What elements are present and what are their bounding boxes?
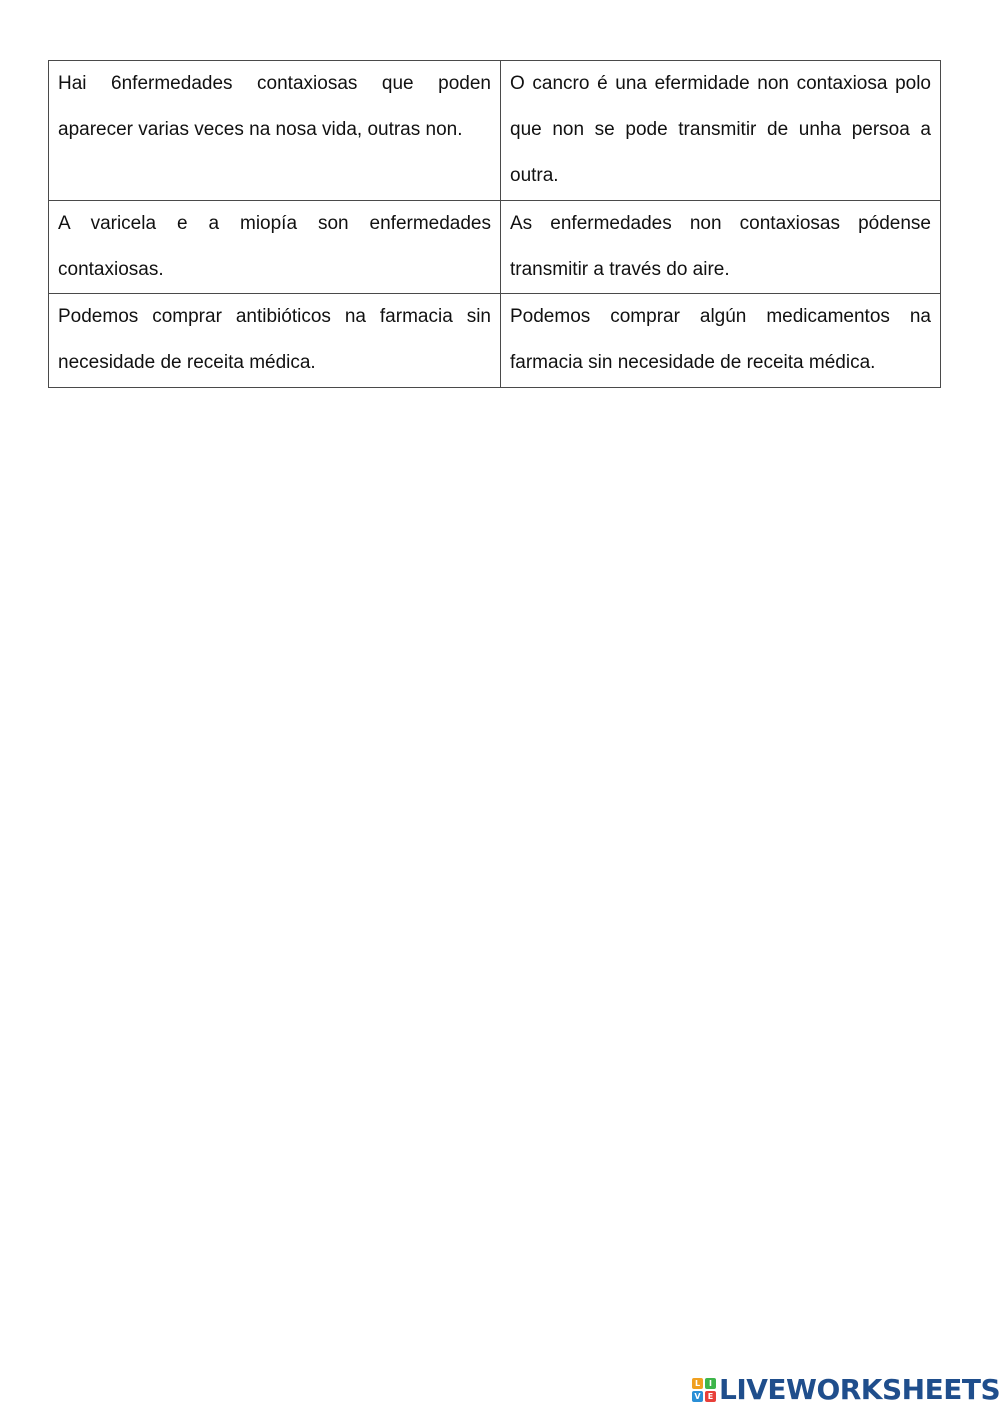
logo-tile-i: I [705, 1378, 716, 1389]
statement-cell[interactable]: As enfermedades non contaxiosas pódense transmitir a través do aire. [501, 201, 941, 294]
logo-tile-v: V [692, 1391, 703, 1402]
statements-table [48, 60, 941, 388]
statement-cell[interactable]: A varicela e a miopía son enfermedades contaxiosas. [49, 201, 501, 294]
logo-text: LIVEWORKSHEETS [719, 1373, 1000, 1406]
logo-tile-l: L [692, 1378, 703, 1389]
statement-cell[interactable]: O cancro é una efermidade non contaxiosa polo que non se pode transmitir de unha persoa a outra. [501, 61, 941, 201]
table-row [49, 294, 941, 388]
statement-cell[interactable]: Podemos comprar algún medicamentos na farmacia sin necesidade de receita médica. [501, 294, 941, 388]
statement-cell[interactable]: Podemos comprar antibióticos na farmacia sin necesidade de receita médica. [49, 294, 501, 388]
statement-cell[interactable]: Hai 6nfermedades contaxiosas que poden aparecer varias veces na nosa vida, outras non. [49, 61, 501, 201]
table-row [49, 61, 941, 201]
logo-tile-e: E [705, 1391, 716, 1402]
liveworksheets-logo-icon [692, 1378, 716, 1402]
table-row [49, 201, 941, 294]
liveworksheets-logo [692, 1374, 1000, 1406]
